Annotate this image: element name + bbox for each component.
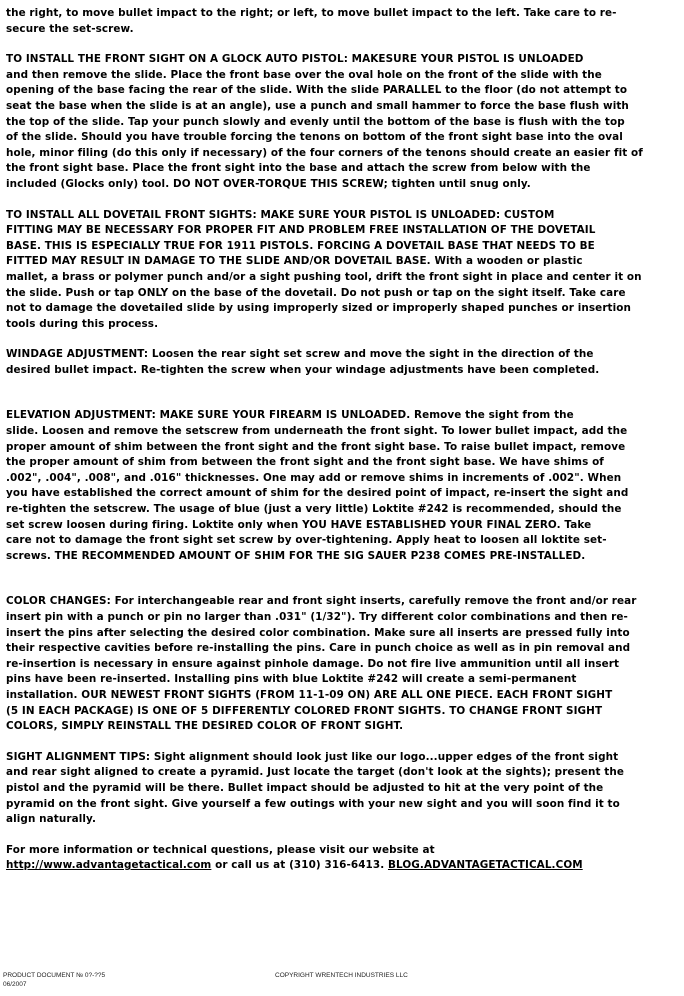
text-line: not to damage the dovetailed slide by using improperly sized or improperly shaped punches or insertion [6, 302, 632, 315]
website-link[interactable]: http://www.advantagetactical.com [6, 859, 212, 872]
text-line: re-tighten the setscrew. The usage of blue (just a very little) Loktite #242 is recommended, should the [6, 503, 622, 516]
phone-text: or call us at (310) 316-6413. [211, 859, 388, 872]
text-line: SIGHT ALIGNMENT TIPS: Sight alignment should look just like our logo...upper edges of the front sight [6, 750, 619, 763]
text-line: and rear sight aligned to create a pyramid. Just locate the target (don't look at the sights); present the [6, 766, 624, 779]
text-line: the proper amount of shim from between the front sight and the front sight base. We have shims of [6, 456, 604, 469]
text-line: (5 IN EACH PACKAGE) IS ONE OF 5 DIFFERENTLY COLORED FRONT SIGHTS. TO CHANGE FRONT SIGHT [6, 704, 603, 717]
text-line: COLOR CHANGES: For interchangeable rear and front sight inserts, carefully remove the front and/or rear [6, 595, 637, 608]
instruction-document [6, 6, 674, 874]
product-document-number: PRODUCT DOCUMENT № 0?-??5 [3, 972, 106, 979]
text-line: BASE. THIS IS ESPECIALLY TRUE FOR 1911 PISTOLS. FORCING A DOVETAIL BASE THAT NEEDS TO BE [6, 239, 595, 252]
text-line: TO INSTALL THE FRONT SIGHT ON A GLOCK AUTO PISTOL: MAKESURE YOUR PISTOL IS UNLOADED [6, 53, 584, 66]
windage-adjustment-paragraph [6, 347, 674, 378]
text-line: installation. OUR NEWEST FRONT SIGHTS (FROM 11-1-09 ON) ARE ALL ONE PIECE. EACH FRONT SIGHT [6, 688, 613, 701]
text-line: slide. Loosen and remove the setscrew from underneath the front sight. To lower bullet impact, add the [6, 425, 628, 438]
color-changes-paragraph [6, 594, 674, 734]
text-line: re-insertion is necessary in ensure against pinhole damage. Do not fire live ammunition until all insert [6, 657, 620, 670]
sight-alignment-paragraph [6, 750, 674, 828]
windage-intro-paragraph [6, 6, 674, 37]
text-line: seat the base when the slide is at an angle), use a punch and small hammer to force the base flush with [6, 99, 629, 112]
text-line: insert the pins after selecting the desired color combination. Make sure all inserts are pressed fully into [6, 626, 630, 639]
dovetail-front-sight-paragraph [6, 208, 674, 333]
document-date: 06/2007 [3, 980, 27, 988]
text-line: set screw loosen during firing. Loktite only when YOU HAVE ESTABLISHED YOUR FINAL ZERO. Take [6, 518, 592, 531]
contact-intro: For more information or technical questions, please visit our website at [6, 843, 435, 856]
contact-line [6, 858, 674, 874]
text-line: opening of the base facing the rear of the slide. With the slide PARALLEL to the floor (do not attempt to [6, 84, 628, 97]
text-line: ELEVATION ADJUSTMENT: MAKE SURE YOUR FIREARM IS UNLOADED. Remove the sight from the [6, 409, 574, 422]
copyright-notice: COPYRIGHT WRENTECH INDUSTRIES LLC [275, 972, 408, 979]
text-line: of the slide. Should you have trouble forcing the tenons on bottom of the front sight base into the oval [6, 131, 623, 144]
glock-front-sight-paragraph [6, 52, 674, 192]
text-line: desired bullet impact. Re-tighten the screw when your windage adjustments have been completed. [6, 363, 600, 376]
text-line: the right, to move bullet impact to the right; or left, to move bullet impact to the left. Take care to re- [6, 7, 617, 19]
text-line: mallet, a brass or polymer punch and/or a sight pushing tool, drift the front sight in place and center it on [6, 270, 642, 283]
text-line: the top of the slide. Tap your punch slowly and evenly until the bottom of the base is flush with the top [6, 115, 625, 128]
text-line: screws. THE RECOMMENDED AMOUNT OF SHIM FOR THE SIG SAUER P238 COMES PRE-INSTALLED. [6, 549, 586, 562]
text-line: proper amount of shim between the front sight and the front sight base. To raise bullet impact, remove [6, 440, 626, 453]
text-line: WINDAGE ADJUSTMENT: Loosen the rear sight set screw and move the sight in the direction of the [6, 348, 594, 361]
text-line: COLORS, SIMPLY REINSTALL THE DESIRED COLOR OF FRONT SIGHT. [6, 720, 404, 733]
text-line: .002", .004", .008", and .016" thicknesses. One may add or remove shims in increments of .002". When [6, 471, 622, 484]
text-line: FITTED MAY RESULT IN DAMAGE TO THE SLIDE AND/OR DOVETAIL BASE. With a wooden or plastic [6, 255, 583, 268]
elevation-adjustment-paragraph [6, 408, 674, 564]
text-line: and then remove the slide. Place the front base over the oval hole on the front of the slide with the [6, 68, 602, 81]
text-line: FITTING MAY BE NECESSARY FOR PROPER FIT AND PROBLEM FREE INSTALLATION OF THE DOVETAIL [6, 224, 596, 237]
text-line: included (Glocks only) tool. DO NOT OVER-TORQUE THIS SCREW; tighten until snug only. [6, 177, 531, 190]
text-line: their respective cavities before re-installing the pins. Care in punch choice as well as in pin removal and [6, 642, 631, 655]
text-line: align naturally. [6, 813, 96, 826]
blog-link[interactable]: BLOG.ADVANTAGETACTICAL.COM [387, 859, 583, 872]
text-line: you have established the correct amount of shim for the desired point of impact, re-insert the sight and [6, 487, 629, 500]
contact-paragraph [6, 843, 674, 874]
text-line: care not to damage the front sight set screw by over-tightening. Apply heat to loosen all loktite set- [6, 534, 607, 547]
document-info [3, 972, 105, 989]
text-line: the front sight base. Place the front sight into the base and attach the screw from below with the [6, 162, 591, 175]
text-line: pins have been re-inserted. Installing pins with blue Loktite #242 will create a semi-permanent [6, 673, 577, 686]
text-line: tools during this process. [6, 317, 159, 330]
text-line: pyramid on the front sight. Give yourself a few outings with your new sight and you will soon find it to [6, 797, 620, 810]
text-line: pistol and the pyramid will be there. Bullet impact should be adjusted to hit at the very point of the [6, 781, 604, 794]
text-line: insert pin with a punch or pin no larger than .031" (1/32"). Try different color combinations and then re- [6, 611, 628, 623]
text-line: secure the set-screw. [6, 22, 134, 35]
text-line: hole, minor filing (do this only if necessary) of the four corners of the tenons should create an easier fit of [6, 146, 643, 159]
text-line: the slide. Push or tap ONLY on the base of the dovetail. Do not push or tap on the sight itself. Take care [6, 286, 626, 299]
text-line: TO INSTALL ALL DOVETAIL FRONT SIGHTS: MAKE SURE YOUR PISTOL IS UNLOADED: CUSTOM [6, 208, 555, 221]
